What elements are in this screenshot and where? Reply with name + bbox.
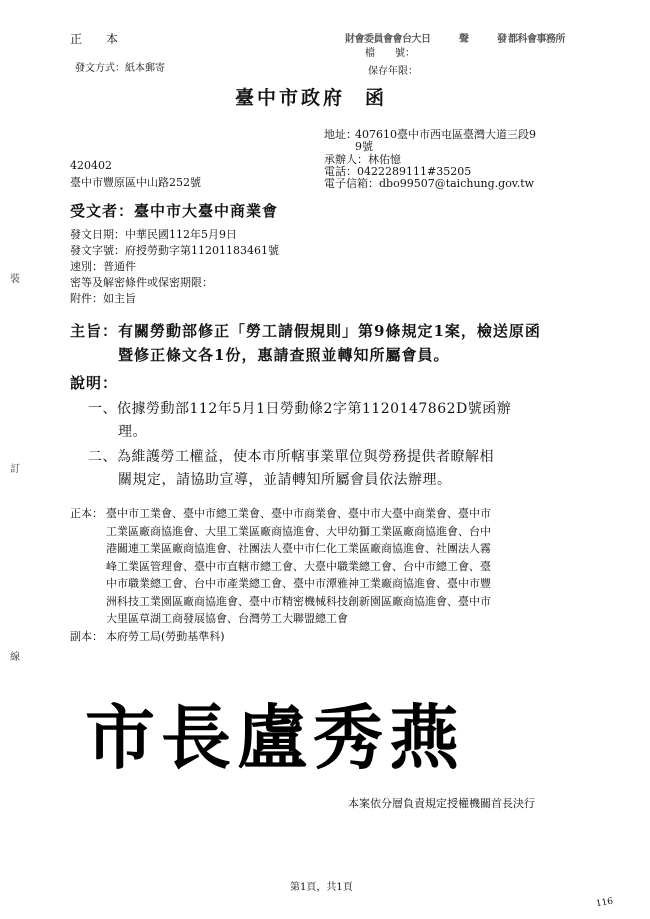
explanation-item1-line2: 理。 [118, 424, 147, 440]
phone: 電話：0422289111#35205 [324, 165, 472, 178]
doc-speed: 速別：普通件 [70, 260, 136, 273]
recipient-postal: 420402 [70, 159, 112, 172]
primary-recipient-line: 臺中市工業會、臺中市總工業會、臺中市商業會、臺中市大臺中商業會、臺中市 [106, 507, 491, 520]
dispatch-method: 發文方式：紙本郵寄 [75, 63, 165, 74]
primary-recipient-line: 洲科技工業園區廠商協進會、臺中市精密機械科技創新園區廠商協進會、臺中市 [106, 594, 491, 608]
receipt-stamp-right: 都科會事務所 [508, 34, 565, 45]
recipient: 受文者：臺中市大臺中商業會 [70, 202, 279, 220]
page-number: 第1頁，共1頁 [290, 882, 353, 893]
subject-line1: 主旨：有關勞動部修正「勞工請假規則」第9條規定1案，檢送原函 [70, 322, 541, 340]
delegation-note: 本案依分層負責規定授權機關首長決行 [348, 797, 535, 810]
explanation-item2-line2: 關規定，請協助宣導，並請轉知所屬會員依法辦理。 [118, 472, 452, 488]
handler: 承辦人：林佑憶 [324, 153, 401, 166]
doc-type: 函 [365, 87, 388, 109]
email: 電子信箱：dbo99507@taichung.gov.tw [324, 177, 535, 190]
file-number-label: 檔 號： [365, 48, 415, 59]
subject-line2: 暨修正條文各1份，惠請查照並轉知所屬會員。 [118, 346, 450, 364]
sender-address-line2: 9號 [355, 140, 373, 153]
sender-address-line1: 407610臺中市西屯區臺灣大道三段9 [355, 128, 536, 141]
primary-recipient-line: 港關連工業區廠商協進會、社團法人臺中市仁化工業區廠商協進會、社團法人霧 [106, 542, 491, 555]
explanation-label: 說明： [70, 374, 119, 392]
copy-type-label: 正 本 [70, 32, 125, 46]
primary-recipient-line: 大里區草湖工商發展協會、台灣勞工大聯盟總工會 [106, 612, 348, 625]
primary-recipient-line: 中市職業總工會、台中市產業總工會、臺中市潭雅神工業廠商協進會、臺中市豐 [106, 577, 491, 590]
doc-attachment: 附件：如主旨 [70, 292, 136, 305]
primary-recipient-line: 峰工業區管理會、臺中市直轄市總工會、大臺中職業總工會、台中市總工會、臺 [106, 559, 491, 573]
primary-recipients [106, 505, 491, 628]
binding-mark: 線 [10, 652, 20, 663]
retention-label: 保存年限： [368, 66, 418, 77]
doc-secrecy: 密等及解密條件或保密期限： [70, 276, 213, 289]
doc-number: 發文字號：府授勞動字第11201183461號 [70, 244, 279, 257]
mayor-signature: 市長盧秀燕 [85, 696, 465, 779]
corner-mark: 116 [595, 896, 614, 910]
doc-date: 發文日期：中華民國112年5月9日 [70, 228, 237, 241]
explanation-item2-line1: 二、為維護勞工權益，使本市所轄事業單位與勞務提供者瞭解相 [88, 449, 494, 465]
primary-recipients-label: 正本： [70, 507, 103, 520]
primary-recipient-line: 工業區廠商協進會、大里工業區廠商協進會、大甲幼獅工業區廠商協進會、台中 [106, 524, 491, 538]
sender-address-label: 地址： [324, 128, 357, 141]
copy-recipients: 本府勞工局(勞動基準科) [106, 630, 225, 643]
copy-recipients-label: 副本： [70, 630, 103, 643]
binding-mark: 裝 [10, 274, 20, 285]
explanation-item1-line1: 一、依據勞動部112年5月1日勞動條2字第1120147862D號函辦 [88, 401, 512, 417]
recipient-street: 臺中市豐原區中山路252號 [70, 176, 201, 189]
binding-mark: 訂 [10, 464, 20, 475]
agency-name: 臺中市政府 [235, 87, 346, 109]
receipt-stamp: 財會委員會會台大日 聲 發 [345, 34, 507, 45]
